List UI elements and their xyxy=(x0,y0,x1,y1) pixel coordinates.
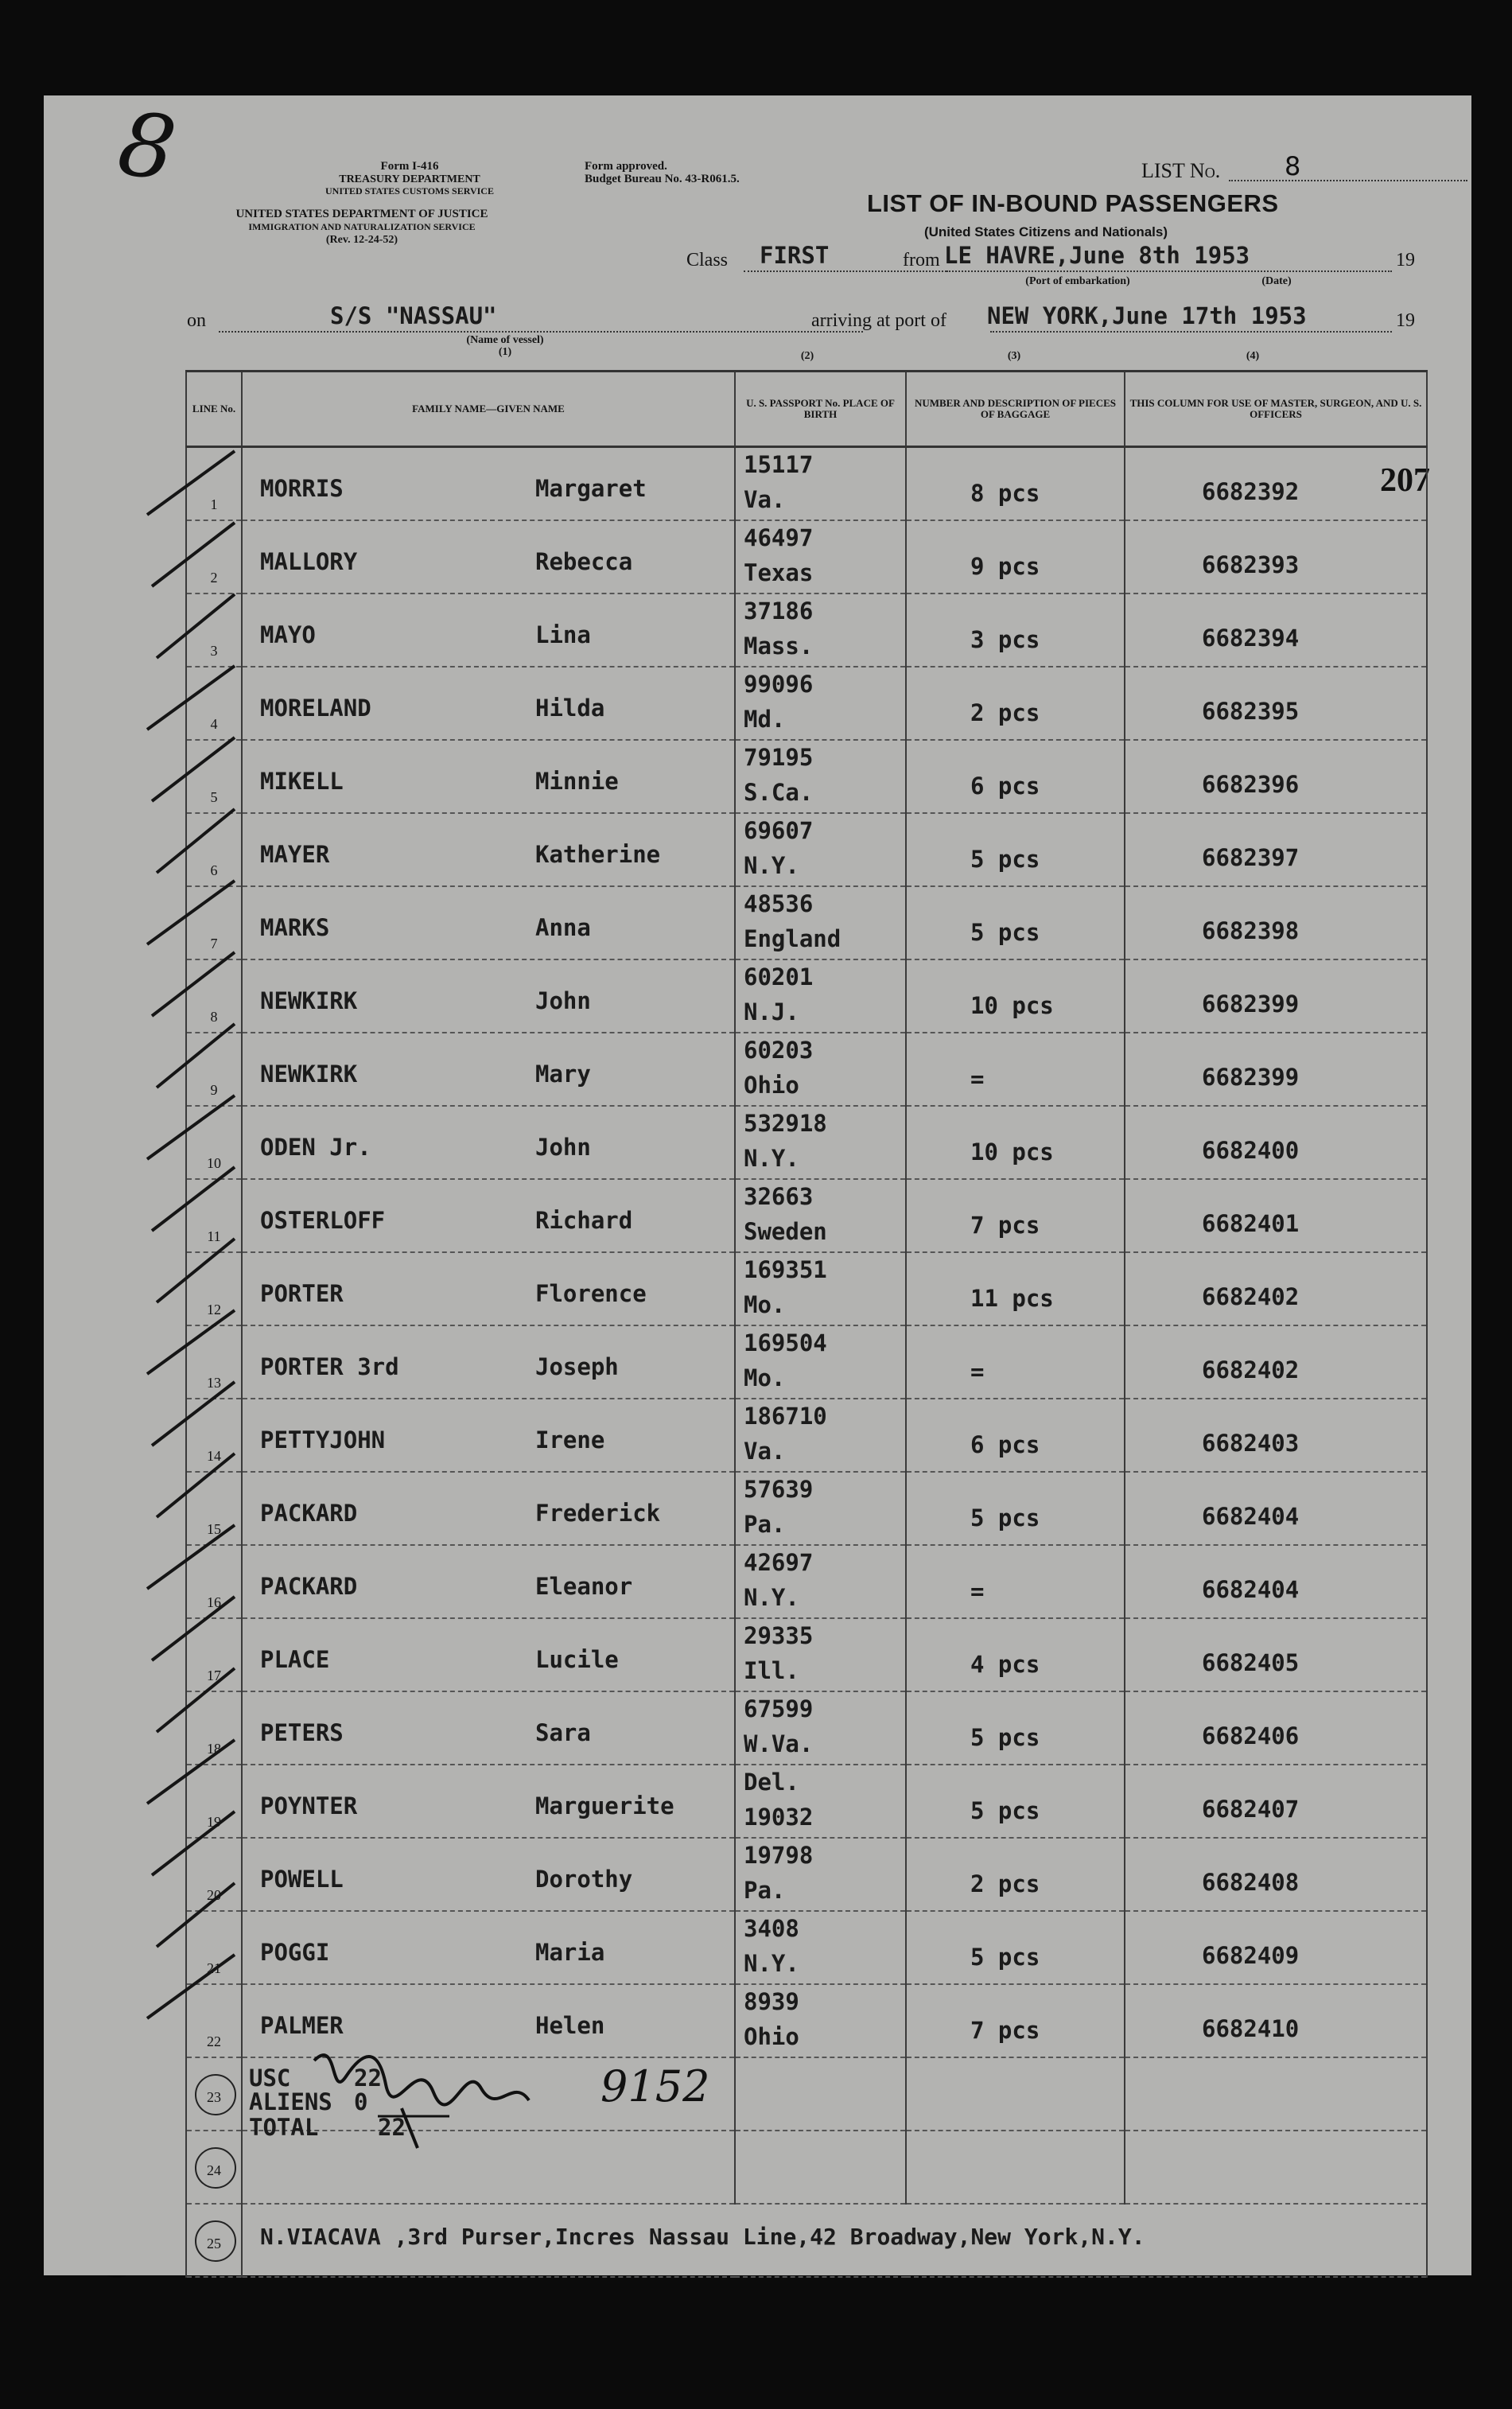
certificate-number: 6682407 xyxy=(1202,1796,1300,1823)
place-of-birth: Va. xyxy=(744,1438,786,1465)
table-row xyxy=(186,447,1427,521)
line-number: 11 xyxy=(207,1228,221,1244)
given-name: Richard xyxy=(535,1207,633,1234)
given-name: Florence xyxy=(535,1280,647,1307)
given-name: Rebecca xyxy=(535,548,633,575)
table-row xyxy=(186,1911,1427,1984)
line-number: 15 xyxy=(207,1521,221,1537)
baggage: 5 pcs xyxy=(970,1944,1040,1971)
certificate-number: 6682401 xyxy=(1202,1210,1300,1237)
given-name: Marguerite xyxy=(535,1792,674,1819)
arrival-value: NEW YORK,June 17th 1953 xyxy=(987,302,1307,329)
baggage: = xyxy=(970,1065,985,1092)
passport-number: 32663 xyxy=(744,1183,814,1210)
certificate-number: 6682404 xyxy=(1202,1503,1300,1530)
certificate-number: 6682399 xyxy=(1202,1064,1300,1091)
line-number: 17 xyxy=(207,1668,221,1683)
given-name: Margaret xyxy=(535,475,647,502)
certificate-number: 6682398 xyxy=(1202,917,1300,944)
certificate-number: 6682395 xyxy=(1202,698,1300,725)
certificate-number: 6682396 xyxy=(1202,771,1300,798)
passport-number: Del. xyxy=(744,1769,799,1796)
family-name: POGGI xyxy=(260,1939,330,1966)
list-number-line xyxy=(1229,180,1467,181)
arriving-label: arriving at port of xyxy=(811,310,946,331)
table-row xyxy=(186,1106,1427,1179)
given-name: Mary xyxy=(535,1061,591,1088)
given-name: Minnie xyxy=(535,768,619,795)
usc-label: USC xyxy=(249,2065,291,2092)
line-number: 6 xyxy=(210,862,218,878)
line-number: 5 xyxy=(210,789,218,805)
budget-bureau: Budget Bureau No. 43-R061.5. xyxy=(585,173,740,185)
passport-number: 48536 xyxy=(744,890,814,917)
aliens-label: ALIENS xyxy=(249,2088,332,2115)
table-row xyxy=(186,959,1427,1033)
class-value: FIRST xyxy=(760,242,830,269)
passport-number: 169351 xyxy=(744,1256,827,1283)
passport-number: 67599 xyxy=(744,1695,814,1722)
certificate-number: 6682402 xyxy=(1202,1283,1300,1310)
baggage: 6 pcs xyxy=(970,1431,1040,1458)
customs-service: UNITED STATES CUSTOMS SERVICE xyxy=(325,185,494,197)
baggage: 5 pcs xyxy=(970,1797,1040,1824)
page-stamp: 207 xyxy=(1380,462,1430,499)
family-name: PACKARD xyxy=(260,1500,358,1527)
place-of-birth: Ohio xyxy=(744,2023,799,2050)
header-officers: THIS COLUMN FOR USE OF MASTER, SURGEON, AND U. S. OFFICERS xyxy=(1125,372,1427,447)
passport-number: 15117 xyxy=(744,451,814,478)
baggage: 6 pcs xyxy=(970,773,1040,800)
place-of-birth: Mo. xyxy=(744,1364,786,1391)
line-number: 12 xyxy=(207,1302,221,1317)
place-of-birth: Pa. xyxy=(744,1511,786,1538)
handwritten-note: 9152 xyxy=(601,2061,710,2111)
line-number: 24 xyxy=(207,2162,221,2178)
passenger-manifest-page xyxy=(44,91,1471,2275)
baggage: 2 pcs xyxy=(970,699,1040,726)
place-of-birth: Sweden xyxy=(744,1218,827,1245)
line-number: 7 xyxy=(210,936,218,952)
arrival-line xyxy=(990,331,1392,333)
family-name: MALLORY xyxy=(260,548,358,575)
line-number: 21 xyxy=(207,1960,221,1976)
given-name: John xyxy=(535,987,591,1014)
list-number-label: LIST No. xyxy=(1141,159,1221,182)
vessel-caption: (Name of vessel) xyxy=(466,334,544,346)
baggage: 9 pcs xyxy=(970,553,1040,580)
from-line xyxy=(946,270,1392,272)
from-label: from xyxy=(903,250,940,270)
baggage: = xyxy=(970,1578,985,1605)
given-name: Maria xyxy=(535,1939,605,1966)
given-name: Katherine xyxy=(535,841,661,868)
table-row xyxy=(186,1179,1427,1252)
place-of-birth: Md. xyxy=(744,706,786,733)
baggage: 7 pcs xyxy=(970,1212,1040,1239)
column-number-2: (2) xyxy=(800,350,814,362)
given-name: Anna xyxy=(535,914,591,941)
usc-value: 22 xyxy=(354,2065,382,2092)
page-subtitle: (United States Citizens and Nationals) xyxy=(923,224,1168,239)
baggage: 5 pcs xyxy=(970,919,1040,946)
certificate-number: 6682392 xyxy=(1202,478,1300,505)
line-number: 20 xyxy=(207,1887,221,1903)
line-number: 19 xyxy=(207,1814,221,1830)
family-name: PORTER xyxy=(260,1280,344,1307)
table-row xyxy=(186,1399,1427,1472)
passport-number: 169504 xyxy=(744,1329,827,1356)
aliens-value: 0 xyxy=(354,2088,368,2115)
baggage: = xyxy=(970,1358,985,1385)
baggage: 7 pcs xyxy=(970,2017,1040,2044)
certificate-number: 6682402 xyxy=(1202,1356,1300,1384)
table-row xyxy=(186,1765,1427,1838)
place-of-birth: Mo. xyxy=(744,1291,786,1318)
certificate-number: 6682406 xyxy=(1202,1722,1300,1749)
given-name: Lucile xyxy=(535,1646,619,1673)
passport-number: 46497 xyxy=(744,524,814,551)
line-number: 10 xyxy=(207,1155,221,1171)
family-name: NEWKIRK xyxy=(260,1061,358,1088)
place-of-birth: N.Y. xyxy=(744,1584,799,1611)
page-title: LIST OF IN-BOUND PASSENGERS xyxy=(867,189,1279,217)
certificate-number: 6682403 xyxy=(1202,1430,1300,1457)
passport-number: 19798 xyxy=(744,1842,814,1869)
embarkation-value: LE HAVRE,June 8th 1953 xyxy=(944,242,1250,269)
place-of-birth: Ill. xyxy=(744,1657,799,1684)
certificate-number: 6682409 xyxy=(1202,1942,1300,1969)
place-of-birth: Ohio xyxy=(744,1072,799,1099)
given-name: Dorothy xyxy=(535,1866,633,1893)
certificate-number: 6682400 xyxy=(1202,1137,1300,1164)
passport-number: 57639 xyxy=(744,1476,814,1503)
given-name: Joseph xyxy=(535,1353,619,1380)
on-label: on xyxy=(187,310,206,331)
officer-signature xyxy=(282,2029,760,2156)
family-name: ODEN Jr. xyxy=(260,1134,371,1161)
passenger-table xyxy=(185,370,1428,2278)
passport-number: 60203 xyxy=(744,1037,814,1064)
line-number: 22 xyxy=(207,2033,221,2049)
header-name: FAMILY NAME—GIVEN NAME xyxy=(242,372,735,447)
header-baggage: NUMBER AND DESCRIPTION OF PIECES OF BAGGAGE xyxy=(906,372,1125,447)
line-number: 16 xyxy=(207,1594,221,1610)
column-number-3: (3) xyxy=(1007,350,1021,362)
passport-number: 69607 xyxy=(744,817,814,844)
certificate-number: 6682399 xyxy=(1202,990,1300,1018)
place-of-birth: Va. xyxy=(744,486,786,513)
table-header xyxy=(186,372,1427,447)
class-label: Class xyxy=(686,250,729,270)
family-name: PLACE xyxy=(260,1646,330,1673)
certificate-number: 6682405 xyxy=(1202,1649,1300,1676)
baggage: 3 pcs xyxy=(970,626,1040,653)
family-name: OSTERLOFF xyxy=(260,1207,386,1234)
header-line-no: LINE No. xyxy=(186,372,242,447)
line-number: 14 xyxy=(207,1448,221,1464)
list-number-value: 8 xyxy=(1285,151,1301,181)
family-name: MAYO xyxy=(260,621,316,648)
family-name: MORRIS xyxy=(260,475,344,502)
form-approved: Form approved. xyxy=(585,160,667,173)
given-name: Hilda xyxy=(535,695,605,722)
signature-stroke xyxy=(314,2055,529,2104)
line-number: 25 xyxy=(207,2236,221,2251)
justice-dept: UNITED STATES DEPARTMENT OF JUSTICE xyxy=(235,208,488,220)
line-number: 4 xyxy=(210,716,218,732)
treasury-dept: TREASURY DEPARTMENT xyxy=(339,173,480,185)
revision-date: (Rev. 12-24-52) xyxy=(325,234,398,246)
table-row xyxy=(186,667,1427,740)
passport-number: 99096 xyxy=(744,671,814,698)
baggage: 5 pcs xyxy=(970,846,1040,873)
given-name: Helen xyxy=(535,2012,605,2039)
margin-annotation: 8 xyxy=(112,91,182,201)
passport-number: 186710 xyxy=(744,1403,827,1430)
family-name: POYNTER xyxy=(260,1792,358,1819)
port-embarkation-caption: (Port of embarkation) xyxy=(1025,275,1130,287)
given-name: Eleanor xyxy=(535,1573,633,1600)
passport-number: 60201 xyxy=(744,963,814,990)
place-of-birth: N.Y. xyxy=(744,852,799,879)
table-row xyxy=(186,1033,1427,1106)
table-row xyxy=(186,1252,1427,1325)
year-label: 19 xyxy=(1396,250,1415,270)
certificate-number: 6682394 xyxy=(1202,625,1300,652)
place-of-birth: W.Va. xyxy=(744,1730,814,1757)
family-name: POWELL xyxy=(260,1866,344,1893)
certificate-number: 6682404 xyxy=(1202,1576,1300,1603)
table-row xyxy=(186,886,1427,959)
family-name: NEWKIRK xyxy=(260,987,358,1014)
baggage: 10 pcs xyxy=(970,1138,1054,1166)
line-number: 23 xyxy=(207,2089,221,2105)
place-of-birth: Mass. xyxy=(744,632,814,660)
year-label-2: 19 xyxy=(1396,310,1415,331)
given-name: John xyxy=(535,1134,591,1161)
family-name: MAYER xyxy=(260,841,330,868)
baggage: 5 pcs xyxy=(970,1724,1040,1751)
passport-number: 37186 xyxy=(744,597,814,625)
family-name: PETTYJOHN xyxy=(260,1426,386,1454)
table-row xyxy=(186,1325,1427,1399)
place-of-birth: S.Ca. xyxy=(744,779,814,806)
baggage: 10 pcs xyxy=(970,992,1054,1019)
passport-number: 532918 xyxy=(744,1110,827,1137)
vessel-caption-num: (1) xyxy=(498,346,512,358)
place-of-birth: N.Y. xyxy=(744,1145,799,1172)
date-caption: (Date) xyxy=(1261,275,1292,287)
line-number: 8 xyxy=(210,1009,218,1025)
baggage: 4 pcs xyxy=(970,1651,1040,1678)
place-of-birth: 19032 xyxy=(744,1804,814,1831)
passport-number: 42697 xyxy=(744,1549,814,1576)
baggage: 5 pcs xyxy=(970,1504,1040,1531)
place-of-birth: England xyxy=(744,925,842,952)
passport-number: 8939 xyxy=(744,1988,799,2015)
table-row xyxy=(186,1545,1427,1618)
table-row xyxy=(186,813,1427,886)
ins-service: IMMIGRATION AND NATURALIZATION SERVICE xyxy=(248,221,476,232)
purser-signature-line: N.VIACAVA ,3rd Purser,Incres Nassau Line,42 Broadway,New York,N.Y. xyxy=(260,2224,1145,2250)
total-label: TOTAL xyxy=(249,2114,319,2141)
baggage: 8 pcs xyxy=(970,480,1040,507)
table-row xyxy=(186,1838,1427,1911)
table-row xyxy=(186,1472,1427,1545)
table-row xyxy=(186,593,1427,667)
family-name: PETERS xyxy=(260,1719,344,1746)
passport-number: 29335 xyxy=(744,1622,814,1649)
place-of-birth: Texas xyxy=(744,559,814,586)
passport-number: 3408 xyxy=(744,1915,799,1942)
line-number: 3 xyxy=(210,643,218,659)
given-name: Irene xyxy=(535,1426,605,1454)
family-name: PORTER 3rd xyxy=(260,1353,399,1380)
table-row xyxy=(186,1691,1427,1765)
passport-number: 79195 xyxy=(744,744,814,771)
line-number: 18 xyxy=(207,1741,221,1757)
column-number-4: (4) xyxy=(1246,350,1260,362)
certificate-number: 6682410 xyxy=(1202,2015,1300,2042)
baggage: 11 pcs xyxy=(970,1285,1054,1312)
table-row xyxy=(186,1618,1427,1691)
place-of-birth: N.Y. xyxy=(744,1950,799,1977)
family-name: MIKELL xyxy=(260,768,344,795)
place-of-birth: Pa. xyxy=(744,1877,786,1904)
vessel-name: S/S "NASSAU" xyxy=(330,302,497,329)
given-name: Lina xyxy=(535,621,591,648)
family-name: PACKARD xyxy=(260,1573,358,1600)
certificate-number: 6682397 xyxy=(1202,844,1300,871)
family-name: MORELAND xyxy=(260,695,371,722)
line-number: 9 xyxy=(210,1082,218,1098)
form-number: Form I-416 xyxy=(380,160,439,173)
certificate-number: 6682408 xyxy=(1202,1869,1300,1896)
line-number: 13 xyxy=(207,1375,221,1391)
purser-row xyxy=(186,2204,1427,2277)
certificate-number: 6682393 xyxy=(1202,551,1300,578)
family-name: PALMER xyxy=(260,2012,344,2039)
place-of-birth: N.J. xyxy=(744,998,799,1025)
given-name: Sara xyxy=(535,1719,591,1746)
family-name: MARKS xyxy=(260,914,330,941)
table-row xyxy=(186,740,1427,813)
vessel-line xyxy=(219,331,863,333)
line-number: 2 xyxy=(210,570,218,586)
signature-stroke xyxy=(402,2108,418,2148)
header-passport: U. S. PASSPORT No. PLACE OF BIRTH xyxy=(735,372,906,447)
line-number: 1 xyxy=(210,496,218,512)
table-row xyxy=(186,520,1427,593)
baggage: 2 pcs xyxy=(970,1870,1040,1897)
total-value: 22 xyxy=(378,2114,406,2141)
given-name: Frederick xyxy=(535,1500,661,1527)
